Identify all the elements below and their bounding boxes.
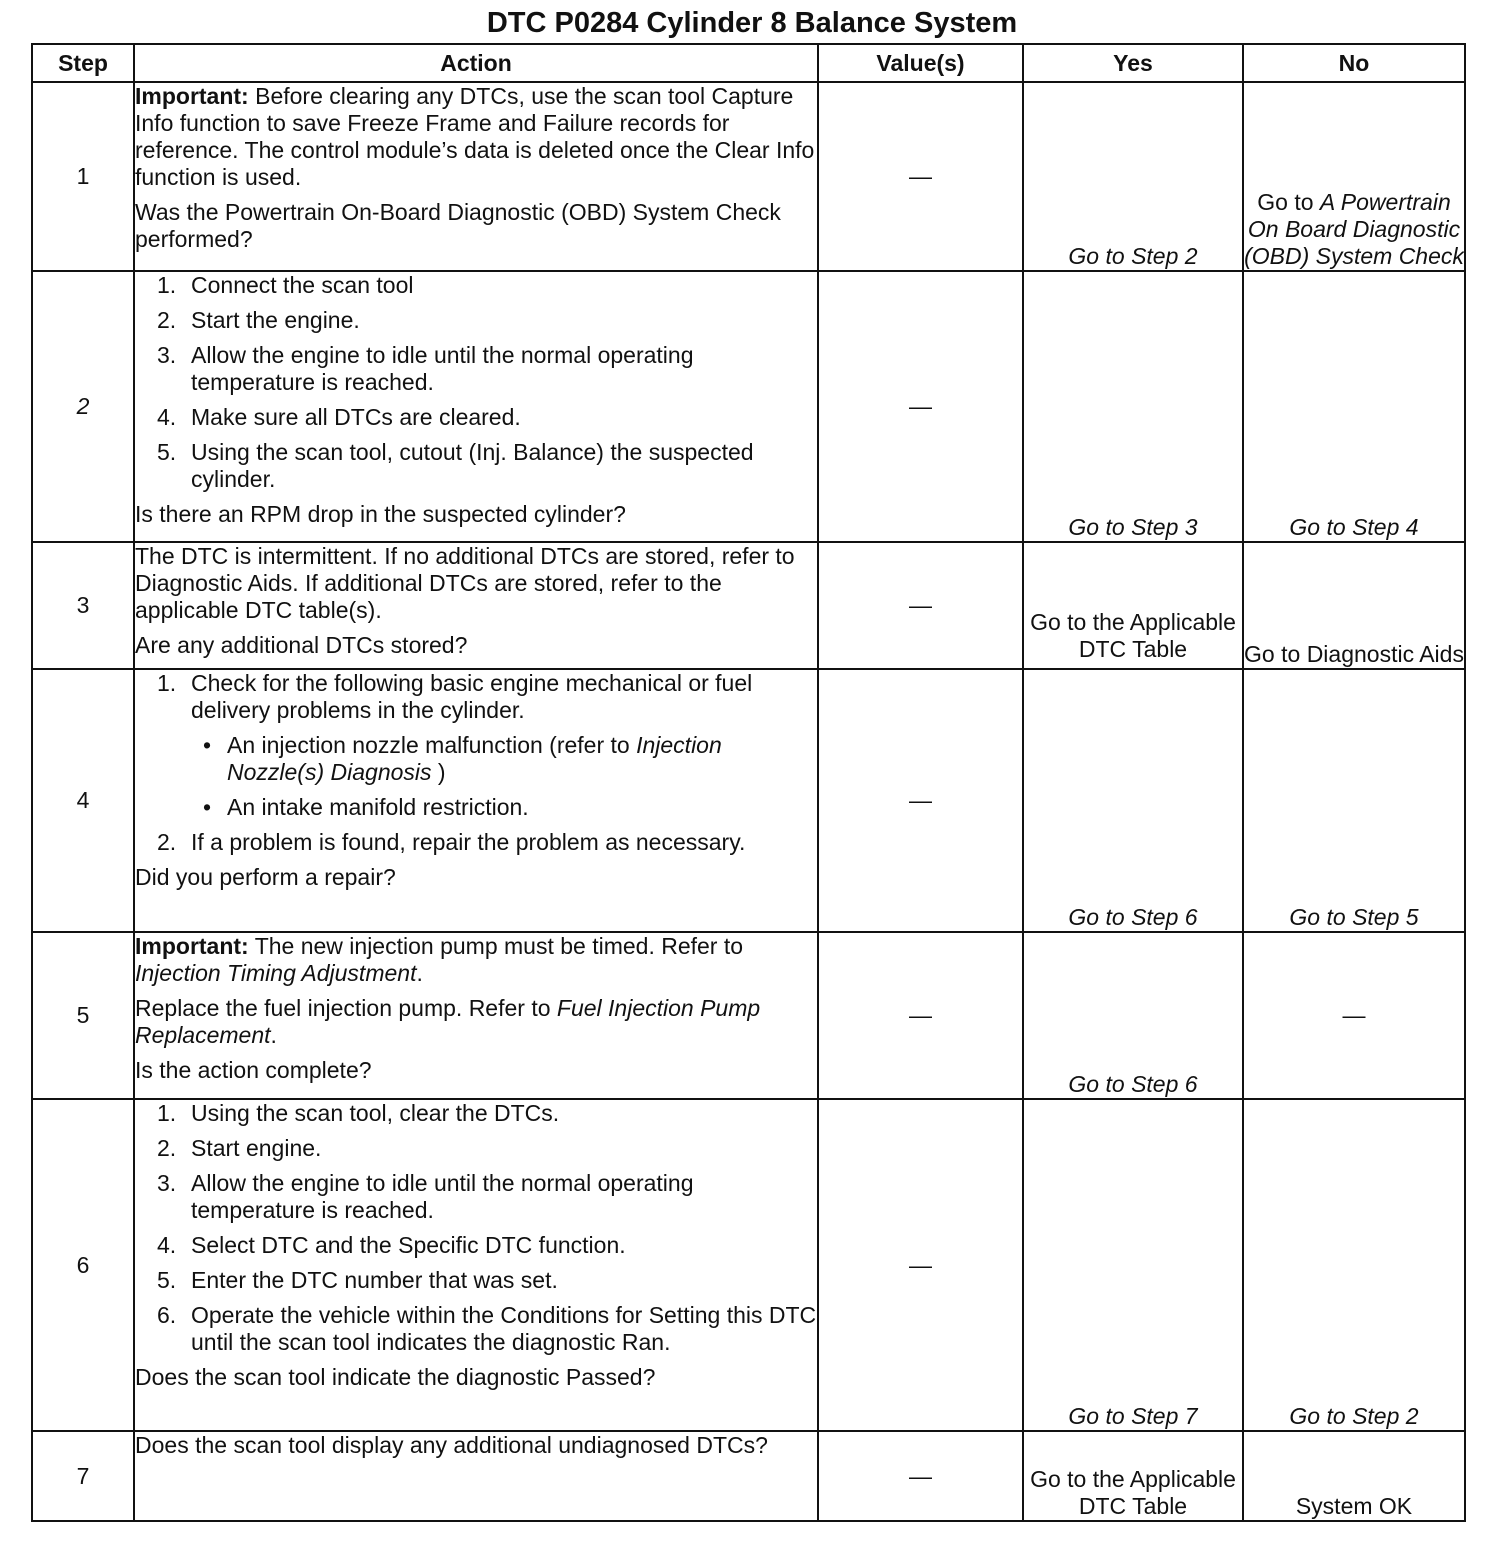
important-note: Important: The new injection pump must be timed. Refer to Injection Timing Adjustment. <box>135 933 744 986</box>
no-link[interactable]: Go to Diagnostic Aids <box>1243 542 1465 669</box>
header-step: Step <box>32 44 134 82</box>
list-item: 6. Operate the vehicle within the Conditions for Setting this DTC until the scan tool indicates the diagnostic Ran. <box>157 1302 817 1355</box>
list-item: 4. Select DTC and the Specific DTC function. <box>157 1232 626 1258</box>
list-item: 3. Allow the engine to idle until the normal operating temperature is reached. <box>157 342 694 395</box>
list-item: 1. Connect the scan tool <box>157 272 414 298</box>
yes-link[interactable]: Go to Step 6 <box>1023 669 1243 932</box>
step-number: 1 <box>32 82 134 271</box>
reference-link[interactable]: Injection Nozzle(s) Diagnosis <box>227 732 722 785</box>
action-question: Is the action complete? <box>135 1057 372 1083</box>
no-cell <box>1243 82 1465 271</box>
bullet-item: • An injection nozzle malfunction (refer to Injection Nozzle(s) Diagnosis ) <box>203 732 722 785</box>
list-item: 2. If a problem is found, repair the problem as necessary. <box>157 829 746 855</box>
action-text: Replace the fuel injection pump. Refer to Fuel Injection Pump Replacement. <box>135 995 761 1048</box>
yes-link[interactable]: Go to Step 3 <box>1023 271 1243 542</box>
bullet-item: • An intake manifold restriction. <box>203 794 529 820</box>
no-link[interactable]: A Powertrain On Board Diagnostic (OBD) System Check <box>1244 189 1464 269</box>
header-yes: Yes <box>1023 44 1243 82</box>
action-question: Are any additional DTCs stored? <box>135 632 468 658</box>
page-title: DTC P0284 Cylinder 8 Balance System <box>486 7 1018 39</box>
table-row-step-6 <box>32 1099 1465 1431</box>
action-question: Does the scan tool indicate the diagnostic Passed? <box>135 1364 656 1390</box>
step-number: 5 <box>32 932 134 1099</box>
reference-link[interactable]: Fuel Injection Pump Replacement <box>135 995 761 1048</box>
important-note <box>135 83 817 191</box>
action-cell <box>134 932 818 1099</box>
value-cell: — <box>818 932 1023 1099</box>
important-label: Important: <box>135 933 249 959</box>
header-row <box>32 44 1465 82</box>
table-row-step-5 <box>32 932 1465 1099</box>
list-item: 3. Allow the engine to idle until the normal operating temperature is reached. <box>157 1170 694 1223</box>
action-question: Was the Powertrain On-Board Diagnostic (OBD) System Check performed? <box>135 199 781 252</box>
value-cell: — <box>818 542 1023 669</box>
table-row-step-7 <box>32 1431 1465 1521</box>
action-cell <box>134 1431 818 1521</box>
list-item: 1. Check for the following basic engine mechanical or fuel delivery problems in the cylinder. <box>157 670 753 723</box>
action-text: The DTC is intermittent. If no additional DTCs are stored, refer to Diagnostic Aids. If additional DTCs are stored, refer to the applicable DTC table(s). <box>135 543 795 623</box>
value-cell: — <box>818 669 1023 932</box>
yes-link[interactable]: Go to the Applicable DTC Table <box>1023 542 1243 669</box>
no-cell: System OK <box>1243 1431 1465 1521</box>
list-item: 2. Start engine. <box>157 1135 322 1161</box>
no-prefix: Go to <box>1257 189 1320 215</box>
action-question: Does the scan tool display any additional undiagnosed DTCs? <box>135 1432 768 1458</box>
important-label: Important: <box>135 83 249 109</box>
value-cell: — <box>818 1099 1023 1431</box>
list-item: 4. Make sure all DTCs are cleared. <box>157 404 521 430</box>
list-item: 5. Enter the DTC number that was set. <box>157 1267 558 1293</box>
yes-link[interactable]: Go to Step 7 <box>1023 1099 1243 1431</box>
yes-link[interactable]: Go to Step 2 <box>1023 82 1243 271</box>
value-cell: — <box>818 271 1023 542</box>
list-item: 1. Using the scan tool, clear the DTCs. <box>157 1100 560 1126</box>
step-number: 3 <box>32 542 134 669</box>
yes-link[interactable]: Go to Step 6 <box>1023 932 1243 1099</box>
value-cell: — <box>818 1431 1023 1521</box>
no-link[interactable]: Go to Step 4 <box>1243 271 1465 542</box>
reference-link[interactable]: Injection Timing Adjustment <box>135 960 417 986</box>
list-item: 2. Start the engine. <box>157 307 360 333</box>
action-question: Is there an RPM drop in the suspected cylinder? <box>135 501 626 527</box>
header-no: No <box>1243 44 1465 82</box>
important-text: Before clearing any DTCs, use the scan tool Capture Info function to save Freeze Frame and Failure records for reference. The control module’s data is deleted once the Clear Info function is used. <box>135 83 815 190</box>
table-row-step-2 <box>32 271 1465 542</box>
step-number: 2 <box>32 271 134 542</box>
action-cell <box>134 669 818 932</box>
header-values: Value(s) <box>818 44 1023 82</box>
value-cell: — <box>818 82 1023 271</box>
step-number: 6 <box>32 1099 134 1431</box>
header-action: Action <box>134 44 818 82</box>
no-link[interactable]: Go to Step 2 <box>1243 1099 1465 1431</box>
action-cell <box>134 1099 818 1431</box>
action-cell <box>134 271 818 542</box>
table-row-step-1 <box>32 82 1465 271</box>
no-link[interactable]: Go to Step 5 <box>1243 669 1465 932</box>
action-cell <box>134 542 818 669</box>
step-number: 4 <box>32 669 134 932</box>
list-item: 5. Using the scan tool, cutout (Inj. Balance) the suspected cylinder. <box>157 439 754 492</box>
table-row-step-4 <box>32 669 1465 932</box>
diagnostic-table <box>31 43 1466 1522</box>
no-cell: — <box>1243 932 1465 1099</box>
table-row-step-3 <box>32 542 1465 669</box>
action-question: Did you perform a repair? <box>135 864 396 890</box>
action-cell <box>134 82 818 271</box>
step-number: 7 <box>32 1431 134 1521</box>
yes-link[interactable]: Go to the Applicable DTC Table <box>1023 1431 1243 1521</box>
